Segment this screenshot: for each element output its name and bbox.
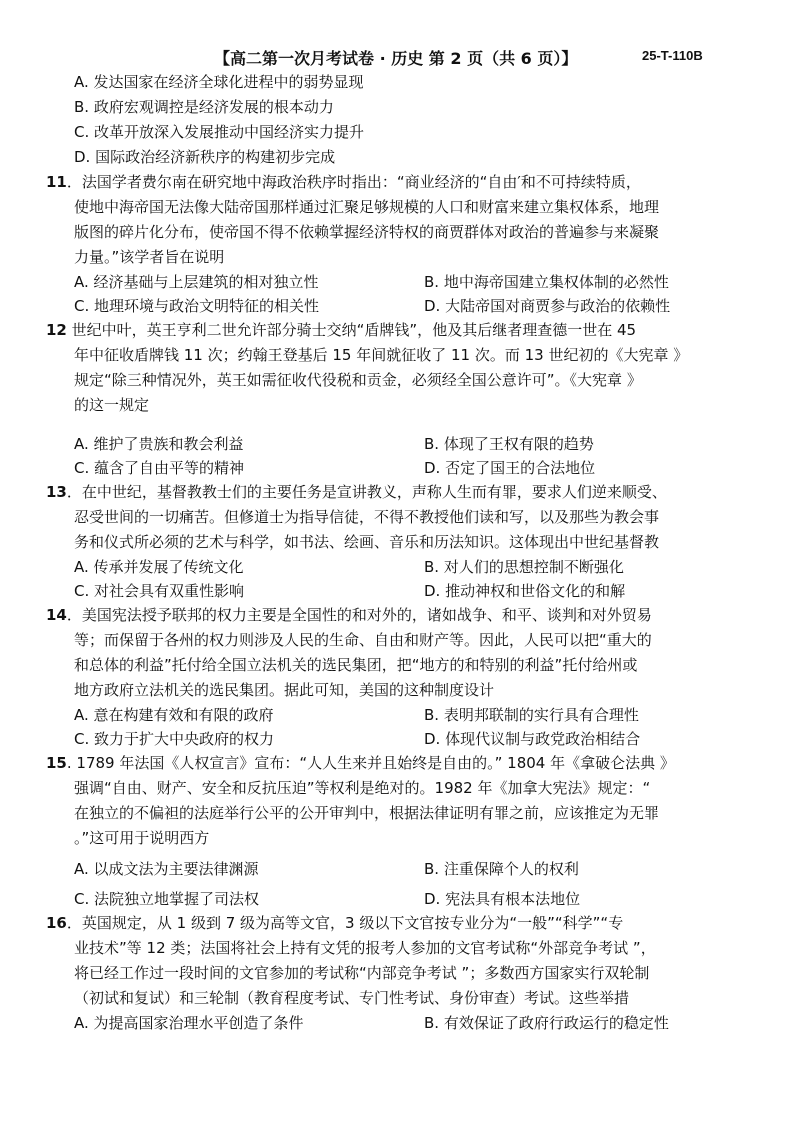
question-stem-line: 13．在中世纪，基督教教士们的主要任务是宣讲教义，声称人生而有罪，要求人们逆来顺受、 (46, 483, 667, 501)
option-b: B. 对人们的思想控制不断强化 (424, 558, 624, 576)
option-row (74, 727, 746, 751)
option-row (74, 294, 746, 318)
question-stem-line: 在独立的不偏袒的法庭举行公平的公开审判中，根据法律证明有罪之前，应该推定为无罪 (74, 804, 660, 822)
question-stem-line: 和总体的利益”托付给全国立法机关的选民集团，把“地方的和特别的利益”托付给州或 (74, 656, 638, 674)
option-c: C. 法院独立地掌握了司法权 (74, 890, 260, 908)
question-16 (46, 911, 746, 1035)
option-b: B. 有效保证了政府行政运行的稳定性 (424, 1014, 669, 1032)
option-a: A. 经济基础与上层建筑的相对独立性 (74, 273, 319, 291)
question-stem-line: （初试和复试）和三轮制（教育程度考试、专门性考试、身份审查）考试。这些举措 (74, 989, 630, 1007)
question-stem-line: 11．法国学者费尔南在研究地中海政治秩序时指出：“商业经济的“自由′和不可持续特质， (46, 173, 641, 191)
option-d: D. 否定了国王的合法地位 (424, 459, 596, 477)
question-number: 15 (46, 754, 67, 772)
question-content (46, 70, 746, 1035)
option-a: A. 发达国家在经济全球化进程中的弱势显现 (74, 73, 364, 91)
option-c: C. 蕴含了自由平等的精神 (74, 459, 245, 477)
option-b: B. 政府宏观调控是经济发展的根本动力 (74, 98, 334, 116)
question-stem-line: 强调“自由、财产、安全和反抗压迫”等权利是绝对的。1982 年《加拿大宪法》规定：“ (74, 779, 651, 797)
option-d: D. 推动神权和世俗文化的和解 (424, 582, 626, 600)
exam-code: 25-T-110B (642, 48, 703, 63)
question-stem-line: 的这一规定 (74, 396, 150, 414)
option-row (74, 432, 746, 456)
option-c: C. 致力于扩大中央政府的权力 (74, 730, 275, 748)
question-12 (46, 318, 746, 480)
question-stem-line: 12 世纪中叶，英王亨利二世允许部分骑士交纳“盾牌钱”，他及其后继者理查德一世在 45 (46, 321, 637, 339)
option-d: D. 体现代议制与政党政治相结合 (424, 730, 641, 748)
question-stem-line: 业技术”等 12 类；法国将社会上持有文凭的报考人参加的文官考试称“外部竞争考试 ”， (74, 939, 656, 957)
question-stem-line: 力量。”该学者旨在说明 (74, 248, 225, 266)
question-stem-line: 。”这可用于说明西方 (74, 829, 210, 847)
question-stem-line: 等；而保留于各州的权力则涉及人民的生命、自由和财产等。因此，人民可以把“重大的 (74, 631, 652, 649)
option-row (74, 1011, 746, 1035)
option-d: D. 宪法具有根本法地位 (424, 890, 581, 908)
question-14 (46, 603, 746, 751)
question-stem-line: 版图的碎片化分布，使帝国不得不依赖掌握经济特权的商贾群体对政治的普遍参与来凝聚 (74, 223, 660, 241)
question-number: 14 (46, 606, 67, 624)
question-stem-line: 16．英国规定，从 1 级到 7 级为高等文官，3 级以下文官按专业分为“一般”“科学”“专 (46, 914, 624, 932)
option-d: D. 大陆帝国对商贾参与政治的依赖性 (424, 297, 671, 315)
question-stem-line: 规定“除三种情况外，英王如需征收代役税和贡金，必须经全国公意许可”。《大宪章 》 (74, 371, 642, 389)
option-b: B. 体现了王权有限的趋势 (424, 435, 594, 453)
option-row (74, 555, 746, 579)
option-c: C. 对社会具有双重性影响 (74, 582, 245, 600)
header-title: 【高二第一次月考试卷 · 历史 第 2 页（共 6 页）】 (214, 49, 578, 68)
question-number: 12 (46, 321, 67, 339)
question-stem-line: 地方政府立法机关的选民集团。据此可知，美国的这种制度设计 (74, 681, 495, 699)
question-stem-line: 使地中海帝国无法像大陆帝国那样通过汇聚足够规模的人口和财富来建立集权体系，地理 (74, 198, 660, 216)
question-stem-line: 忍受世间的一切痛苦。但修道士为指导信徒，不得不教授他们读和写，以及那些为教会事 (74, 508, 660, 526)
question-15 (46, 751, 746, 911)
question-stem-line: 15. 1789 年法国《人权宣言》宣布：“人人生来并且始终是自由的。” 1804 年《拿破仑法典 》 (46, 754, 675, 772)
option-a: A. 以成文法为主要法律渊源 (74, 860, 259, 878)
option-d: D. 国际政治经济新秩序的构建初步完成 (74, 148, 336, 166)
option-row (74, 703, 746, 727)
question-stem-line: 将已经工作过一段时间的文官参加的考试称“内部竞争考试 ”；多数西方国家实行双轮制 (74, 964, 650, 982)
question-13 (46, 480, 746, 603)
option-row (74, 456, 746, 480)
option-b: B. 地中海帝国建立集权体制的必然性 (424, 273, 669, 291)
question-10-options (74, 70, 746, 170)
option-b: B. 表明邦联制的实行具有合理性 (424, 706, 639, 724)
option-row (74, 270, 746, 294)
option-a: A. 为提高国家治理水平创造了条件 (74, 1014, 304, 1032)
question-stem-line: 14．美国宪法授予联邦的权力主要是全国性的和对外的，诸如战争、和平、谈判和对外贸易 (46, 606, 652, 624)
option-c: C. 地理环境与政治文明特征的相关性 (74, 297, 320, 315)
option-a: A. 传承并发展了传统文化 (74, 558, 244, 576)
option-row (74, 579, 746, 603)
option-b: B. 注重保障个人的权利 (424, 860, 579, 878)
option-a: A. 意在构建有效和有限的政府 (74, 706, 274, 724)
page-header (0, 46, 793, 70)
question-stem-line: 务和仪式所必须的艺术与科学，如书法、绘画、音乐和历法知识。这体现出中世纪基督教 (74, 533, 660, 551)
question-11 (46, 170, 746, 318)
question-number: 16 (46, 914, 67, 932)
option-row (74, 857, 746, 881)
option-a: A. 维护了贵族和教会利益 (74, 435, 244, 453)
option-row (74, 887, 746, 911)
question-stem-line: 年中征收盾牌钱 11 次；约翰王登基后 15 年间就征收了 11 次。而 13 世纪初的《大宪章 》 (74, 346, 689, 364)
option-c: C. 改革开放深入发展推动中国经济实力提升 (74, 123, 365, 141)
question-number: 13 (46, 483, 67, 501)
question-number: 11 (46, 173, 67, 191)
